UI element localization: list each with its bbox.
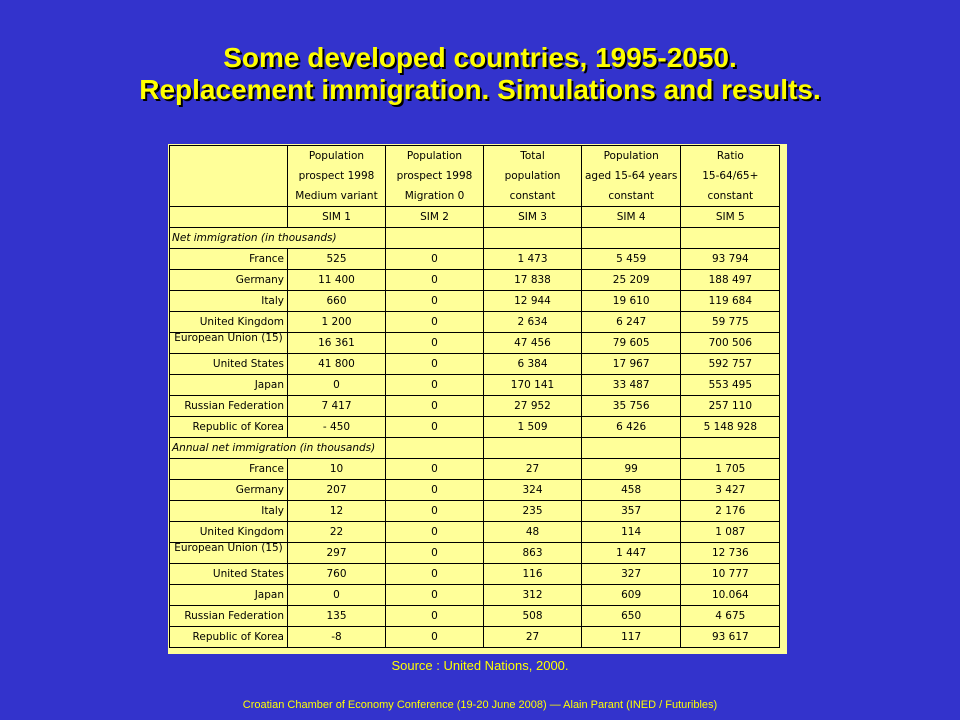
value-cell: 508 — [484, 606, 582, 627]
value-cell: 609 — [582, 585, 681, 606]
table-row — [170, 375, 780, 396]
value-cell: 2 634 — [484, 312, 582, 333]
value-cell: 5 459 — [582, 249, 681, 270]
value-cell: 5 148 928 — [681, 417, 780, 438]
empty-cell — [386, 228, 484, 249]
value-cell: 1 200 — [288, 312, 386, 333]
value-cell: 117 — [582, 627, 681, 648]
value-cell: 10 777 — [681, 564, 780, 585]
table-row — [170, 459, 780, 480]
value-cell: 660 — [288, 291, 386, 312]
value-cell: 99 — [582, 459, 681, 480]
value-cell: 0 — [386, 333, 484, 354]
value-cell: 16 361 — [288, 333, 386, 354]
value-cell: 0 — [386, 354, 484, 375]
row-label: European Union (15) — [170, 543, 288, 564]
table-row — [170, 522, 780, 543]
empty-cell — [681, 228, 780, 249]
value-cell: 11 400 — [288, 270, 386, 291]
value-cell: 1 705 — [681, 459, 780, 480]
row-label: France — [170, 459, 288, 480]
empty-cell — [386, 438, 484, 459]
row-label: Republic of Korea — [170, 417, 288, 438]
table-row — [170, 417, 780, 438]
value-cell: 0 — [386, 501, 484, 522]
value-cell: 235 — [484, 501, 582, 522]
value-cell: 114 — [582, 522, 681, 543]
value-cell: 79 605 — [582, 333, 681, 354]
row-label: France — [170, 249, 288, 270]
value-cell: 35 756 — [582, 396, 681, 417]
column-header: prospect 1998 — [288, 166, 386, 186]
column-header: 15-64/65+ — [681, 166, 780, 186]
value-cell: 2 176 — [681, 501, 780, 522]
row-label: Germany — [170, 480, 288, 501]
table-row — [170, 396, 780, 417]
value-cell: 10 — [288, 459, 386, 480]
empty-cell — [484, 228, 582, 249]
table-row — [170, 249, 780, 270]
value-cell: 41 800 — [288, 354, 386, 375]
value-cell: 0 — [386, 543, 484, 564]
section-row — [170, 438, 780, 459]
value-cell: 93 794 — [681, 249, 780, 270]
section-title: Annual net immigration (in thousands) — [170, 438, 386, 459]
value-cell: 17 967 — [582, 354, 681, 375]
table-row — [170, 606, 780, 627]
column-header: population — [484, 166, 582, 186]
header-corner — [170, 207, 288, 228]
table-row — [170, 543, 780, 564]
value-cell: 700 506 — [681, 333, 780, 354]
column-header: Ratio — [681, 146, 780, 167]
row-label: United States — [170, 354, 288, 375]
table-row — [170, 564, 780, 585]
value-cell: 357 — [582, 501, 681, 522]
section-title: Net immigration (in thousands) — [170, 228, 386, 249]
table-row — [170, 627, 780, 648]
value-cell: 0 — [386, 312, 484, 333]
value-cell: 22 — [288, 522, 386, 543]
value-cell: 0 — [386, 585, 484, 606]
value-cell: 7 417 — [288, 396, 386, 417]
column-header: aged 15-64 years — [582, 166, 681, 186]
value-cell: 27 — [484, 459, 582, 480]
row-label: Italy — [170, 501, 288, 522]
value-cell: 170 141 — [484, 375, 582, 396]
row-label: Russian Federation — [170, 396, 288, 417]
value-cell: 297 — [288, 543, 386, 564]
value-cell: 0 — [386, 270, 484, 291]
value-cell: 312 — [484, 585, 582, 606]
value-cell: 324 — [484, 480, 582, 501]
footer-credit: Croatian Chamber of Economy Conference (19-20 June 2008) — Alain Parant (INED / Futuribles) — [242, 699, 718, 711]
value-cell: 207 — [288, 480, 386, 501]
value-cell: 0 — [386, 459, 484, 480]
row-label: Republic of Korea — [170, 627, 288, 648]
value-cell: 1 473 — [484, 249, 582, 270]
value-cell: 25 209 — [582, 270, 681, 291]
value-cell: 327 — [582, 564, 681, 585]
value-cell: 0 — [386, 291, 484, 312]
column-header: Population — [386, 146, 484, 167]
value-cell: 12 — [288, 501, 386, 522]
row-label: Japan — [170, 585, 288, 606]
table-row — [170, 333, 780, 354]
section-row — [170, 228, 780, 249]
value-cell: 863 — [484, 543, 582, 564]
value-cell: 47 456 — [484, 333, 582, 354]
value-cell: 0 — [386, 480, 484, 501]
header-corner — [170, 146, 288, 167]
value-cell: 93 617 — [681, 627, 780, 648]
column-header: SIM 1 — [288, 207, 386, 228]
row-label: Russian Federation — [170, 606, 288, 627]
column-header: constant — [582, 186, 681, 207]
value-cell: - 450 — [288, 417, 386, 438]
row-label: Italy — [170, 291, 288, 312]
header-corner — [170, 166, 288, 186]
table-row — [170, 480, 780, 501]
header-row — [170, 207, 780, 228]
value-cell: 27 952 — [484, 396, 582, 417]
value-cell: 1 447 — [582, 543, 681, 564]
value-cell: 119 684 — [681, 291, 780, 312]
column-header: Migration 0 — [386, 186, 484, 207]
table-row — [170, 501, 780, 522]
value-cell: 19 610 — [582, 291, 681, 312]
value-cell: 553 495 — [681, 375, 780, 396]
value-cell: 12 944 — [484, 291, 582, 312]
value-cell: 1 509 — [484, 417, 582, 438]
value-cell: 33 487 — [582, 375, 681, 396]
value-cell: 3 427 — [681, 480, 780, 501]
value-cell: 6 247 — [582, 312, 681, 333]
column-header: Medium variant — [288, 186, 386, 207]
header-row — [170, 186, 780, 207]
value-cell: -8 — [288, 627, 386, 648]
value-cell: 4 675 — [681, 606, 780, 627]
value-cell: 188 497 — [681, 270, 780, 291]
column-header: prospect 1998 — [386, 166, 484, 186]
table-row — [170, 270, 780, 291]
header-row — [170, 166, 780, 186]
column-header: Population — [582, 146, 681, 167]
empty-cell — [681, 438, 780, 459]
value-cell: 27 — [484, 627, 582, 648]
value-cell: 12 736 — [681, 543, 780, 564]
value-cell: 1 087 — [681, 522, 780, 543]
title-line-1: Some developed countries, 1995-2050. — [223, 42, 737, 73]
column-header: Population — [288, 146, 386, 167]
value-cell: 59 775 — [681, 312, 780, 333]
header-row — [170, 146, 780, 167]
value-cell: 0 — [386, 417, 484, 438]
value-cell: 116 — [484, 564, 582, 585]
value-cell: 592 757 — [681, 354, 780, 375]
value-cell: 0 — [386, 606, 484, 627]
value-cell: 0 — [386, 564, 484, 585]
value-cell: 525 — [288, 249, 386, 270]
header-corner — [170, 186, 288, 207]
empty-cell — [484, 438, 582, 459]
empty-cell — [582, 438, 681, 459]
column-header: Total — [484, 146, 582, 167]
row-label: United States — [170, 564, 288, 585]
table-row — [170, 585, 780, 606]
value-cell: 0 — [386, 396, 484, 417]
value-cell: 650 — [582, 606, 681, 627]
slide-title — [0, 42, 960, 106]
table-row — [170, 312, 780, 333]
row-label: European Union (15) — [170, 333, 288, 354]
source-note: Source : United Nations, 2000. — [391, 658, 569, 673]
title-line-2: Replacement immigration. Simulations and results. — [139, 74, 821, 105]
value-cell: 135 — [288, 606, 386, 627]
value-cell: 6 426 — [582, 417, 681, 438]
row-label: Germany — [170, 270, 288, 291]
value-cell: 0 — [386, 249, 484, 270]
value-cell: 48 — [484, 522, 582, 543]
value-cell: 760 — [288, 564, 386, 585]
value-cell: 458 — [582, 480, 681, 501]
row-label: Japan — [170, 375, 288, 396]
value-cell: 257 110 — [681, 396, 780, 417]
value-cell: 17 838 — [484, 270, 582, 291]
value-cell: 0 — [288, 585, 386, 606]
table-row — [170, 291, 780, 312]
column-header: SIM 3 — [484, 207, 582, 228]
value-cell: 6 384 — [484, 354, 582, 375]
value-cell: 0 — [288, 375, 386, 396]
column-header: SIM 5 — [681, 207, 780, 228]
column-header: SIM 4 — [582, 207, 681, 228]
row-label: United Kingdom — [170, 522, 288, 543]
value-cell: 0 — [386, 522, 484, 543]
data-table — [169, 145, 780, 648]
value-cell: 0 — [386, 627, 484, 648]
value-cell: 10.064 — [681, 585, 780, 606]
column-header: constant — [484, 186, 582, 207]
column-header: constant — [681, 186, 780, 207]
row-label: United Kingdom — [170, 312, 288, 333]
empty-cell — [582, 228, 681, 249]
column-header: SIM 2 — [386, 207, 484, 228]
table-row — [170, 354, 780, 375]
value-cell: 0 — [386, 375, 484, 396]
